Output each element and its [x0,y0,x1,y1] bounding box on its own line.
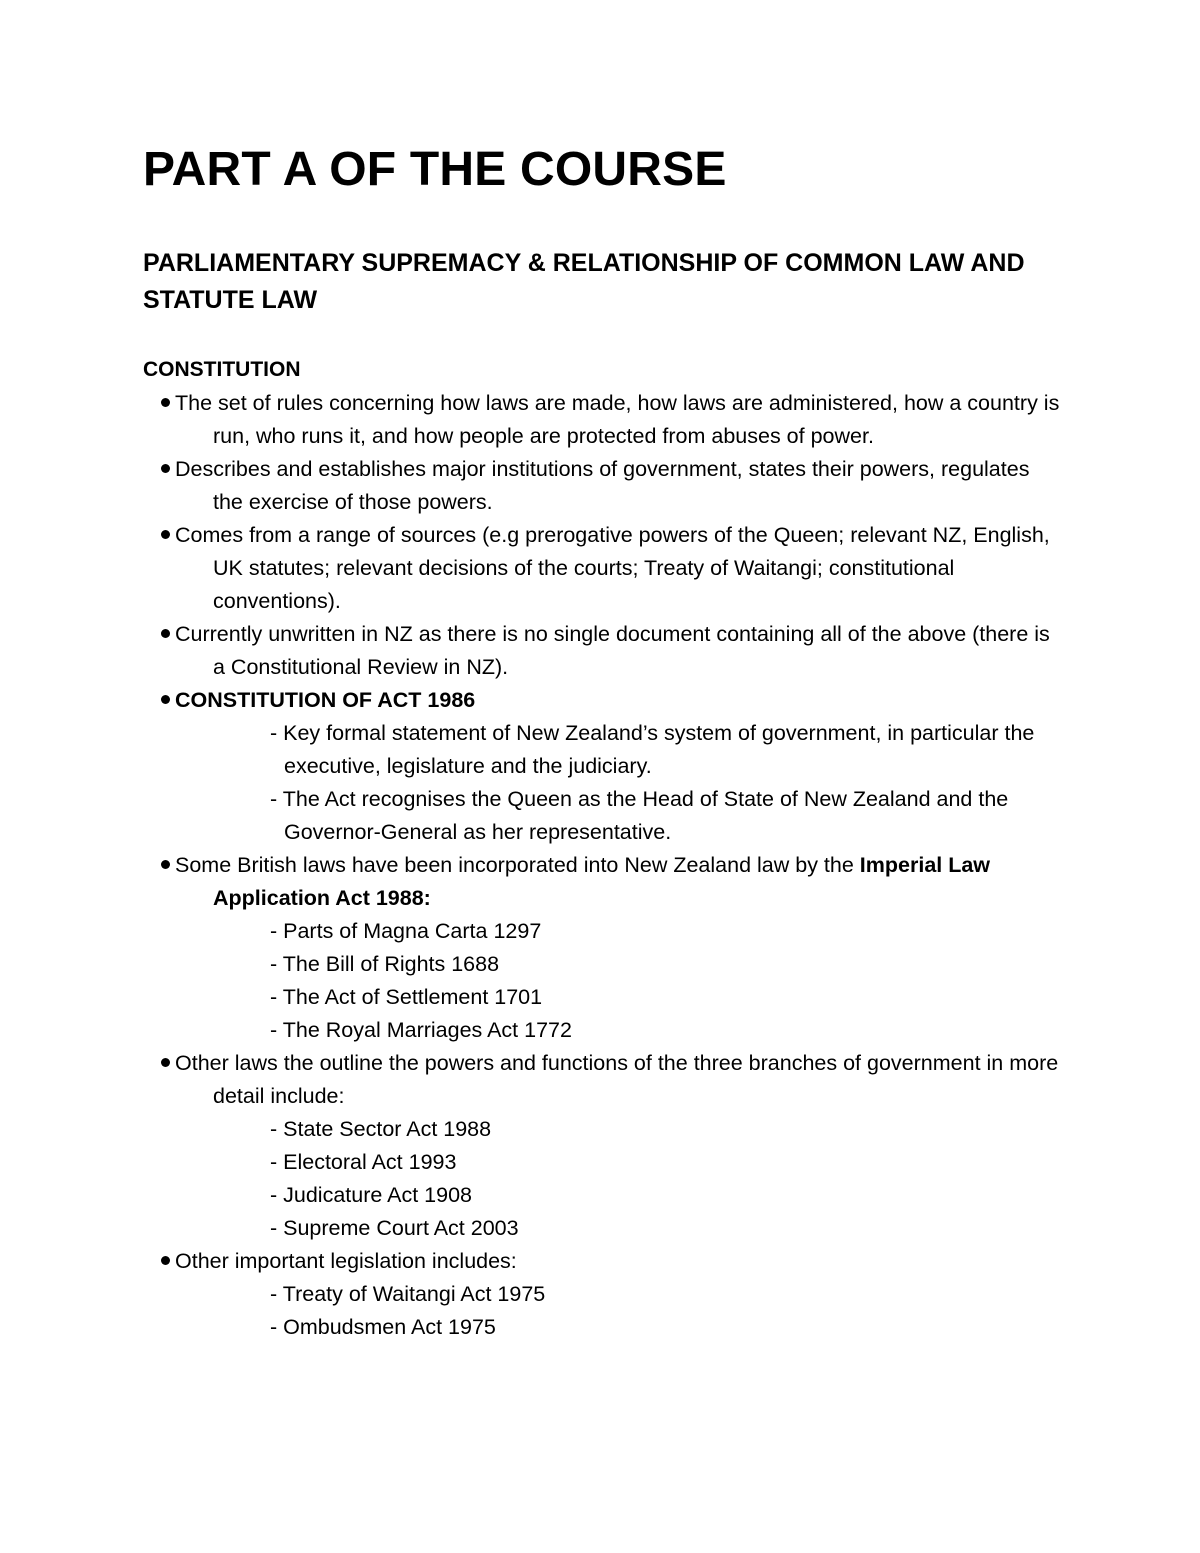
bullet-icon [161,695,170,704]
sub-item: - Judicature Act 1908 [270,1183,472,1207]
list-item-text: Currently unwritten in NZ as there is no single document containing all of the above (there is a Constitutional Review in NZ). [175,622,1050,679]
bullet-icon [161,398,170,407]
bullet-list [143,387,1063,1344]
list-item [143,618,1063,684]
bullet-icon [161,464,170,473]
bullet-icon [161,629,170,638]
document-subtitle: PARLIAMENTARY SUPREMACY & RELATIONSHIP OF COMMON LAW AND STATUTE LAW [143,249,1025,314]
bullet-icon [161,860,170,869]
list-item-text: Comes from a range of sources (e.g prerogative powers of the Queen; relevant NZ, English, UK statutes; relevant decisions of the courts; Treaty of Waitangi; constitutional conventions). [175,523,1050,613]
list-item-text: The set of rules concerning how laws are made, how laws are administered, how a country is run, who runs it, and how people are protected from abuses of power. [175,391,1060,448]
list-item-text: Other important legislation includes: [175,1249,517,1273]
sub-item: - The Act of Settlement 1701 [270,985,543,1009]
sub-item: - Parts of Magna Carta 1297 [270,919,542,943]
sub-item: - Supreme Court Act 2003 [270,1216,519,1240]
list-item [143,1245,1063,1278]
list-item-text: Describes and establishes major institutions of government, states their powers, regulates the exercise of those powers. [175,457,1030,514]
sub-item: - The Bill of Rights 1688 [270,952,500,976]
list-item [143,1047,1063,1113]
list-item-bold-text: Imperial Law Application Act 1988: [213,853,991,910]
list-item-text: CONSTITUTION OF ACT 1986 [175,688,476,712]
bullet-icon [161,1256,170,1265]
sub-item: - Treaty of Waitangi Act 1975 [270,1282,546,1306]
sub-item: - Ombudsmen Act 1975 [270,1315,496,1339]
section-heading: CONSTITUTION [143,358,301,381]
document-title: PART A OF THE COURSE [143,143,727,196]
sub-item: - The Act recognises the Queen as the Head of State of New Zealand and the Governor-General as her representative. [270,787,1009,844]
list-item-text: Other laws the outline the powers and functions of the three branches of government in more detail include: [175,1051,1059,1108]
sub-item: - State Sector Act 1988 [270,1117,492,1141]
list-item [143,849,1063,915]
list-item [143,453,1063,519]
sub-item: - The Royal Marriages Act 1772 [270,1018,572,1042]
list-item [143,387,1063,453]
sub-item: - Key formal statement of New Zealand’s system of government, in particular the executive, legislature and the judiciary. [270,721,1035,778]
sub-item: - Electoral Act 1993 [270,1150,457,1174]
list-item [143,519,1063,618]
bullet-icon [161,1058,170,1067]
list-item-text: Some British laws have been incorporated into New Zealand law by the [175,853,860,877]
bullet-icon [161,530,170,539]
list-item [143,684,1063,717]
